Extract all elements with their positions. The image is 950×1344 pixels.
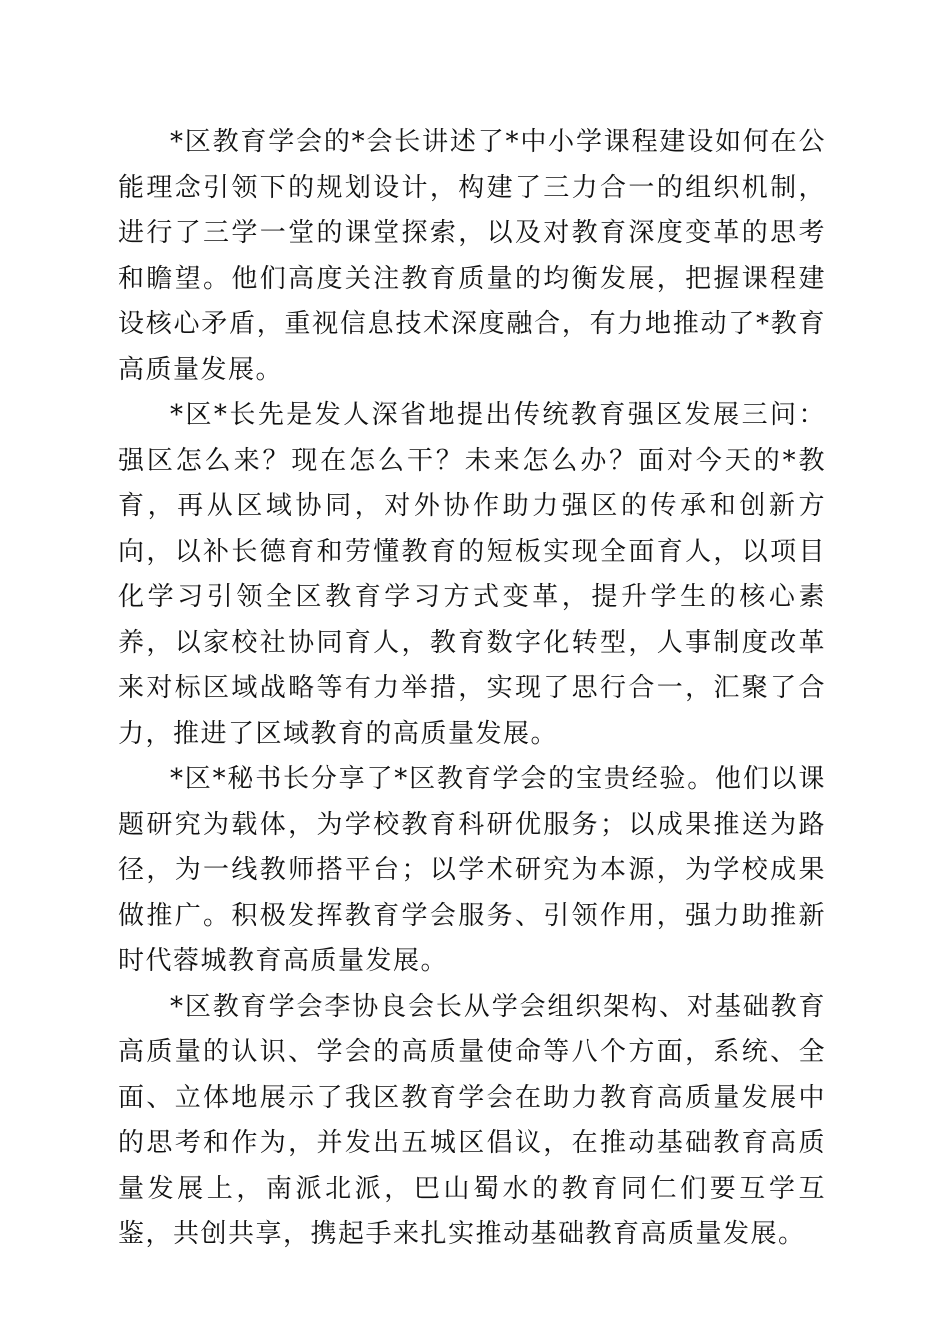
document-body <box>118 120 826 1258</box>
paragraph-3: *区*秘书长分享了*区教育学会的宝贵经验。他们以课题研究为载体，为学校教育科研优服务；以成果推送为路径，为一线教师搭平台；以学术研究为本源，为学校成果做推广。积极发挥教育学会服务、引领作用，强力助推新时代蓉城教育高质量发展。 <box>118 764 826 976</box>
paragraph-1: *区教育学会的*会长讲述了*中小学课程建设如何在公能理念引领下的规划设计，构建了三力合一的组织机制，进行了三学一堂的课堂探索，以及对教育深度变革的思考和瞻望。他们高度关注教育质量的均衡发展，把握课程建设核心矛盾，重视信息技术深度融合，有力地推动了*教育高质量发展。 <box>118 127 826 385</box>
paragraph-4: *区教育学会李协良会长从学会组织架构、对基础教育高质量的认识、学会的高质量使命等八个方面，系统、全面、立体地展示了我区教育学会在助力教育高质量发展中的思考和作为，并发出五城区倡议，在推动基础教育高质量发展上，南派北派，巴山蜀水的教育同仁们要互学互鉴，共创共享，携起手来扎实推动基础教育高质量发展。 <box>118 991 826 1249</box>
paragraph-2: *区*长先是发人深省地提出传统教育强区发展三问：强区怎么来？现在怎么干？未来怎么办？面对今天的*教育，再从区域协同，对外协作助力强区的传承和创新方向，以补长德育和劳懂教育的短板实现全面育人，以项目化学习引领全区教育学习方式变革，提升学生的核心素养，以家校社协同育人，教育数字化转型，人事制度改革来对标区域战略等有力举措，实现了思行合一，汇聚了合力，推进了区域教育的高质量发展。 <box>118 400 826 749</box>
